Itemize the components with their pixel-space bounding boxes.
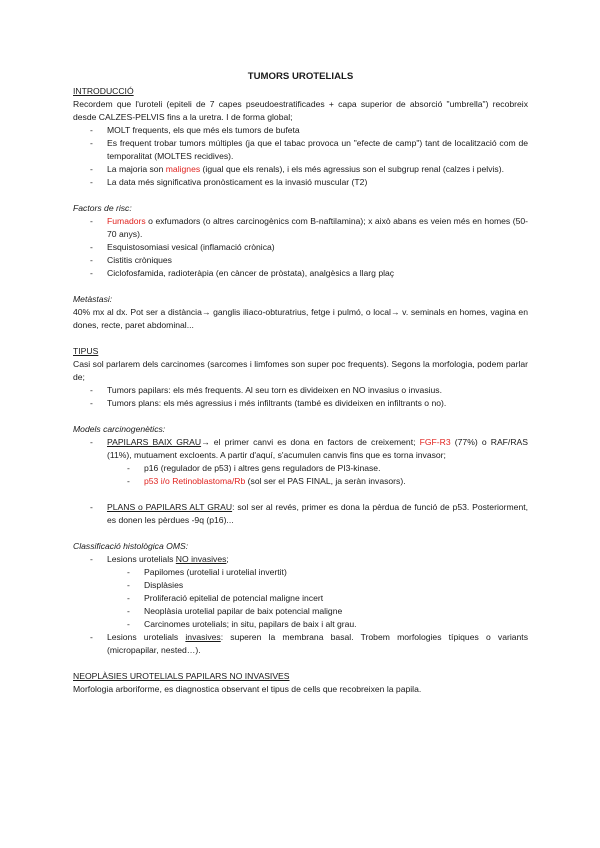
list-item: - MOLT frequents, els que més els tumors de bufeta xyxy=(73,124,528,137)
underlined-text: NO invasives xyxy=(175,554,227,564)
intro-list xyxy=(73,124,528,189)
metastasis-heading: Metàstasi: xyxy=(73,294,113,304)
list-item xyxy=(73,631,528,657)
item-text: o exfumadors (o altres carcinogènics com B-naftilamina); x això abans es veien més en homes (50-70 anys). xyxy=(107,216,528,239)
item-text: (igual que els renals), i els més agressius son el subgrup renal (calzes i pelvis). xyxy=(200,164,504,174)
neo-heading: NEOPLÀSIES UROTELIALS PAPILARS NO INVASIVES xyxy=(73,671,290,681)
metastasis-paragraph: 40% mx al dx. Pot ser a distància→ ganglis iliaco-obturatrius, fetge i pulmó, o local→ v. seminals en homes, vagina en dones, recte, paret abdominal... xyxy=(73,307,528,330)
sublist-item: - Papilomes (urotelial i urotelial invertit) xyxy=(107,566,528,579)
list-item: - La data més significativa pronòsticament es la invasió muscular (T2) xyxy=(73,176,528,189)
item-text: : superen la membrana basal. Trobem morfologies típiques o variants (micropapilar, nested…). xyxy=(107,632,528,655)
highlight-text: p53 i/o Retinoblastoma/Rb xyxy=(144,476,246,486)
oms-sublist xyxy=(107,566,528,631)
underlined-text: PAPILARS BAIX GRAU xyxy=(107,437,202,447)
list-item: - Esquistosomiasi vesical (inflamació crònica) xyxy=(73,241,528,254)
oms-heading: Classificació histològica OMS: xyxy=(73,541,189,551)
sublist-item: - Displàsies xyxy=(107,579,528,592)
item-text: : sol ser al revés, primer es dona la pèrdua de funció de p53. Posteriorment, es donen les pèrdues -9q (p16)... xyxy=(107,502,528,525)
models-list-2 xyxy=(73,501,528,527)
models-sublist xyxy=(107,462,528,488)
tipus-paragraph: Casi sol parlarem dels carcinomes (sarcomes i limfomes son super poc frequents). Segons la morfologia, podem parlar de; xyxy=(73,359,528,382)
list-item: - Tumors plans: els més agressius i més infiltrants (també es divideixen en infiltrants o no). xyxy=(73,397,528,410)
list-item xyxy=(73,436,528,488)
item-text: La majoria son xyxy=(107,164,166,174)
document-page xyxy=(73,62,528,696)
sublist-item xyxy=(107,475,528,488)
list-item: - Tumors papilars: els més frequents. Al seu torn es divideixen en NO invasius o invasius. xyxy=(73,384,528,397)
risk-heading: Factors de risc: xyxy=(73,203,132,213)
intro-paragraph: Recordem que l'uroteli (epiteli de 7 capes pseudoestratificades + capa superior de absorció "umbrella") recobreix desde CALZES-PELVIS fins a la uretra. I de forma global; xyxy=(73,99,528,122)
models-list xyxy=(73,436,528,488)
sublist-item: - p16 (regulador de p53) i altres gens reguladors de PI3-kinase. xyxy=(107,462,528,475)
item-text: (sol ser el PAS FINAL, ja seràn invasors). xyxy=(245,476,406,486)
tipus-list xyxy=(73,384,528,410)
sublist-item: - Proliferació epitelial de potencial maligne incert xyxy=(107,592,528,605)
list-item: - Ciclofosfamida, radioteràpia (en càncer de pròstata), analgèsics a llarg plaç xyxy=(73,267,528,280)
item-text: Lesions urotelials xyxy=(107,554,176,564)
oms-list xyxy=(73,553,528,657)
intro-heading: INTRODUCCIÓ xyxy=(73,86,134,96)
list-item: - Es frequent trobar tumors múltiples (ja que el tabac provoca un "efecte de camp") tant de localització com de temporalitat (MOLTES recidives). xyxy=(73,137,528,163)
tipus-heading: TIPUS xyxy=(73,346,99,356)
highlight-text: malignes xyxy=(165,164,201,174)
list-item: - Cistitis cròniques xyxy=(73,254,528,267)
item-text: Lesions urotelials xyxy=(107,632,186,642)
item-text: ; xyxy=(226,554,229,564)
sublist-item: - Neoplàsia urotelial papilar de baix potencial maligne xyxy=(107,605,528,618)
list-item xyxy=(73,215,528,241)
item-text: → el primer canvi es dona en factors de creixement; xyxy=(201,437,420,447)
sublist-item: - Carcinomes urotelials; in situ, papilars de baix i alt grau. xyxy=(107,618,528,631)
highlight-text: FGF-R3 xyxy=(419,437,451,447)
neo-paragraph: Morfologia arboriforme, es diagnostica observant el tipus de cells que recobreixen la papila. xyxy=(73,684,422,694)
list-item xyxy=(73,553,528,631)
document-title: TUMORS UROTELIALS xyxy=(247,71,354,82)
list-item xyxy=(73,501,528,527)
highlight-text: Fumadors xyxy=(107,216,146,226)
underlined-text: PLANS o PAPILARS ALT GRAU xyxy=(107,502,233,512)
item-text: (77%) o RAF/RAS (11%), mutuament excloents. A partir d'aquí, s'acumulen canvis fins que es torna invasor; xyxy=(107,437,528,460)
models-heading: Models carcinogenètics: xyxy=(73,424,166,434)
list-item xyxy=(73,163,528,176)
risk-list xyxy=(73,215,528,280)
underlined-text: invasives xyxy=(185,632,221,642)
